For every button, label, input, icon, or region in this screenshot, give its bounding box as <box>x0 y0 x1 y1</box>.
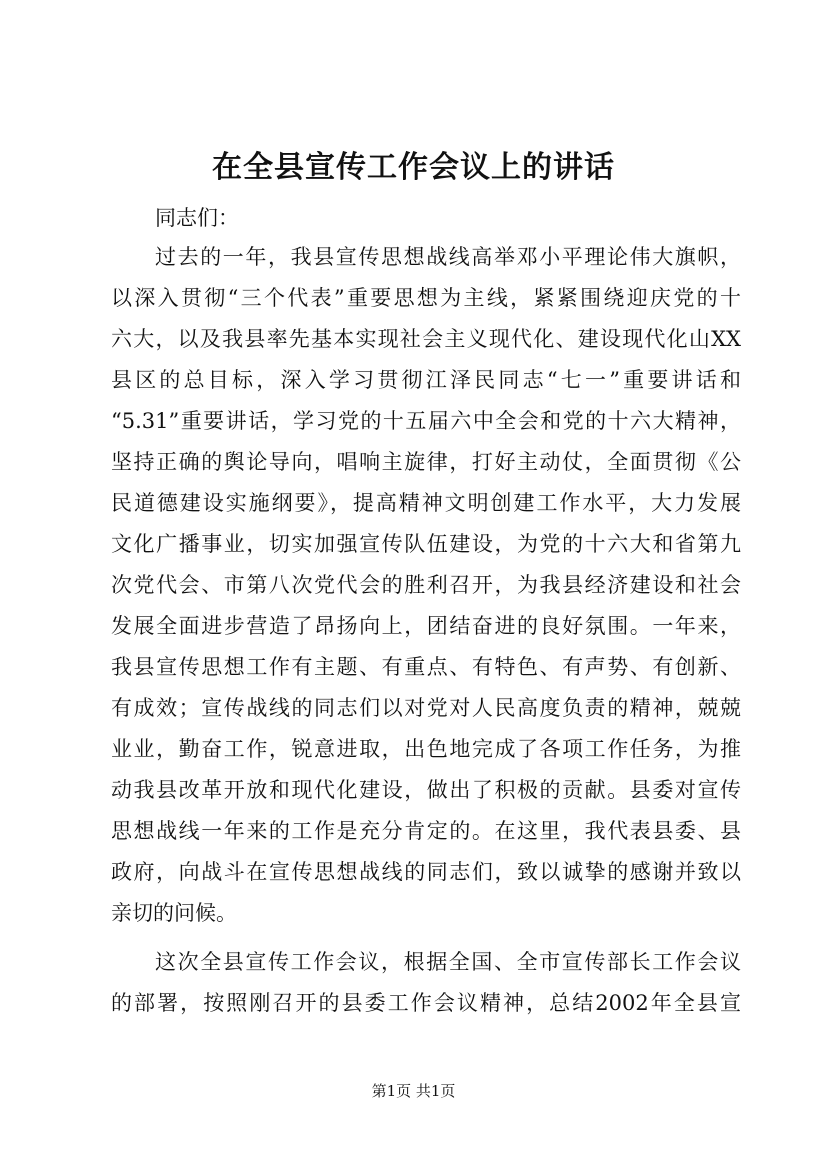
page-number-footer: 第1页 共1页 <box>371 1082 456 1100</box>
body-line: 政府，向战斗在宣传思想战线的同志们，致以诚挚的感谢并致以 <box>111 860 741 884</box>
body-line: 的部署，按照刚召开的县委工作会议精神，总结2002年全县宣 <box>111 991 741 1015</box>
body-line: 思想战线一年来的工作是充分肯定的。在这里，我代表县委、县 <box>111 819 741 843</box>
body-line: 有成效；宣传战线的同志们以对党对人民高度负责的精神，兢兢 <box>111 696 741 720</box>
body-line: 坚持正确的舆论导向，唱响主旋律，打好主动仗，全面贯彻《公 <box>111 450 741 474</box>
body-line: 县区的总目标，深入学习贯彻江泽民同志“七一”重要讲话和 <box>111 368 741 392</box>
body-line: 六大，以及我县率先基本实现社会主义现代化、建设现代化山XX <box>111 327 741 351</box>
body-line: 民道德建设实施纲要》，提高精神文明创建工作水平，大力发展 <box>111 491 741 515</box>
body-line: 次党代会、市第八次党代会的胜利召开，为我县经济建设和社会 <box>111 573 741 597</box>
body-line: “5.31”重要讲话，学习党的十五届六中全会和党的十六大精神， <box>111 409 741 433</box>
document-title: 在全县宣传工作会议上的讲话 <box>212 150 615 185</box>
body-line: 文化广播事业，切实加强宣传队伍建设，为党的十六大和省第九 <box>111 532 741 556</box>
body-line: 这次全县宣传工作会议，根据全国、全市宣传部长工作会议 <box>155 950 741 974</box>
body-line: 过去的一年，我县宣传思想战线高举邓小平理论伟大旗帜， <box>155 245 741 269</box>
salutation: 同志们： <box>155 206 239 230</box>
body-line: 业业，勤奋工作，锐意进取，出色地完成了各项工作任务，为推 <box>111 737 741 761</box>
body-line: 以深入贯彻“三个代表”重要思想为主线，紧紧围绕迎庆党的十 <box>111 286 741 310</box>
body-line: 亲切的问候。 <box>111 901 237 925</box>
body-line: 动我县改革开放和现代化建设，做出了积极的贡献。县委对宣传 <box>111 778 741 802</box>
body-line: 我县宣传思想工作有主题、有重点、有特色、有声势、有创新、 <box>111 655 741 679</box>
body-line: 发展全面进步营造了昂扬向上，团结奋进的良好氛围。一年来， <box>111 614 741 638</box>
